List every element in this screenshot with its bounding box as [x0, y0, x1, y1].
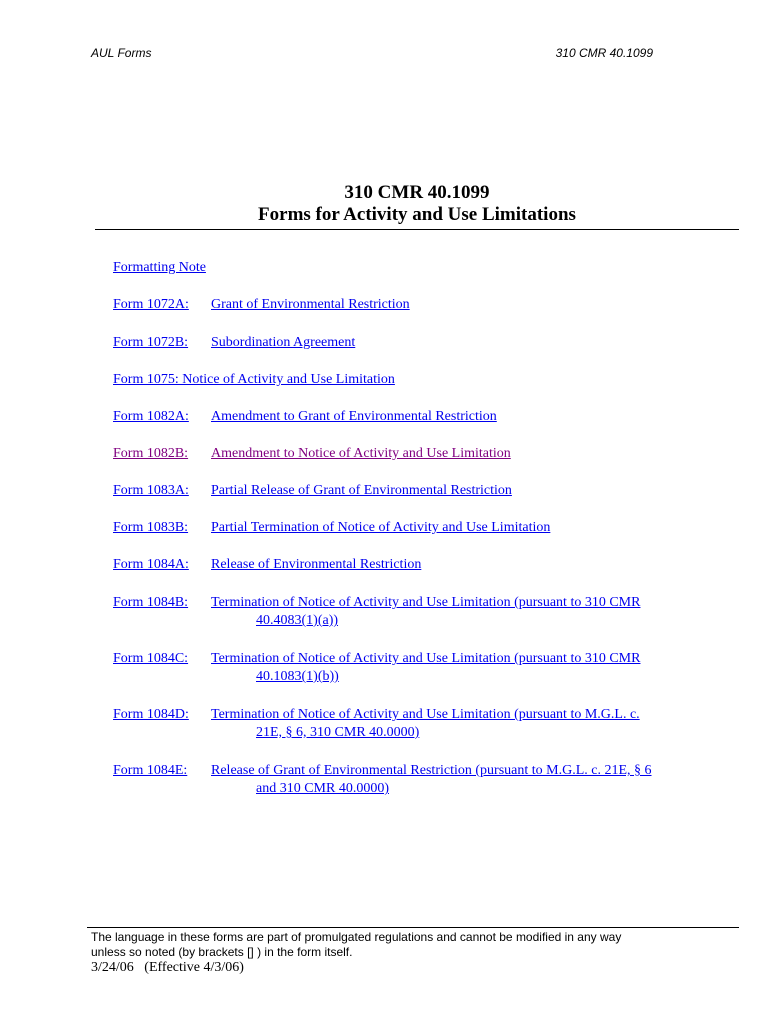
link-form-1075[interactable] [113, 371, 713, 389]
form-title: Partial Termination of Notice of Activity and Use Limitation [211, 520, 551, 535]
link-form-1083a[interactable] [113, 482, 713, 500]
form-code: Form 1082B: [113, 446, 189, 461]
link-form-1084a[interactable] [113, 556, 713, 574]
link-form-1072b[interactable] [113, 334, 713, 352]
form-title-line-1: Release of Grant of Environmental Restriction (pursuant to M.G.L. c. 21E, § 6 [211, 763, 652, 778]
form-title [211, 594, 713, 630]
form-title: Grant of Environmental Restriction [211, 297, 410, 312]
form-title: Amendment to Grant of Environmental Restriction [211, 409, 497, 424]
form-code: Form 1083B: [113, 520, 189, 535]
footer-note-line-1: The language in these forms are part of promulgated regulations and cannot be modified in any way [91, 930, 622, 944]
link-form-1084b[interactable] [113, 594, 713, 630]
form-code: Form 1072A: [113, 297, 189, 312]
link-form-1084c[interactable] [113, 650, 713, 686]
link-form-1072a[interactable] [113, 296, 713, 314]
link-form-1082a[interactable] [113, 408, 713, 426]
title-line-1: 310 CMR 40.1099 [344, 182, 490, 203]
form-title [211, 650, 713, 686]
form-title-line-2: 40.4083(1)(a)) [256, 613, 339, 628]
form-title-line-2: 40.1083(1)(b)) [256, 669, 339, 684]
form-title: Subordination Agreement [211, 335, 356, 350]
form-code: Form 1084A: [113, 557, 189, 572]
footer-divider [87, 927, 739, 928]
form-title: Partial Release of Grant of Environmental Restriction [211, 483, 512, 498]
footer-note [91, 930, 691, 960]
form-title-line-1: Termination of Notice of Activity and Use Limitation (pursuant to 310 CMR [211, 651, 641, 666]
form-title [211, 706, 713, 742]
footer-date: 3/24/06 (Effective 4/3/06) [91, 960, 244, 975]
form-title-line-2: and 310 CMR 40.0000) [256, 781, 389, 796]
header-right-label: 310 CMR 40.1099 [555, 46, 653, 60]
header-left-label: AUL Forms [91, 46, 152, 60]
title-divider [95, 229, 739, 230]
form-title-line-2: 21E, § 6, 310 CMR 40.0000) [256, 725, 420, 740]
document-title [95, 182, 739, 226]
link-form-1082b[interactable] [113, 445, 713, 463]
form-title-line-1: Termination of Notice of Activity and Use Limitation (pursuant to M.G.L. c. [211, 707, 640, 722]
form-title [211, 762, 713, 798]
form-title: Amendment to Notice of Activity and Use Limitation [211, 446, 511, 461]
link-label: Formatting Note [113, 260, 206, 275]
form-code: Form 1075: Notice of Activity and Use Limitation [113, 372, 395, 387]
link-formatting-note[interactable] [113, 259, 713, 277]
form-code: Form 1084C: [113, 651, 189, 666]
link-form-1083b[interactable] [113, 519, 713, 537]
form-code: Form 1084D: [113, 707, 189, 722]
form-code: Form 1084E: [113, 763, 188, 778]
title-line-2: Forms for Activity and Use Limitations [258, 204, 576, 225]
form-code: Form 1083A: [113, 483, 189, 498]
page-header [91, 46, 653, 64]
form-title: Release of Environmental Restriction [211, 557, 422, 572]
form-code: Form 1082A: [113, 409, 189, 424]
footer-note-line-2: unless so noted (by brackets [] ) in the form itself. [91, 945, 353, 959]
form-title-line-1: Termination of Notice of Activity and Use Limitation (pursuant to 310 CMR [211, 595, 641, 610]
link-form-1084d[interactable] [113, 706, 713, 742]
form-code: Form 1072B: [113, 335, 189, 350]
form-code: Form 1084B: [113, 595, 189, 610]
link-form-1084e[interactable] [113, 762, 713, 798]
